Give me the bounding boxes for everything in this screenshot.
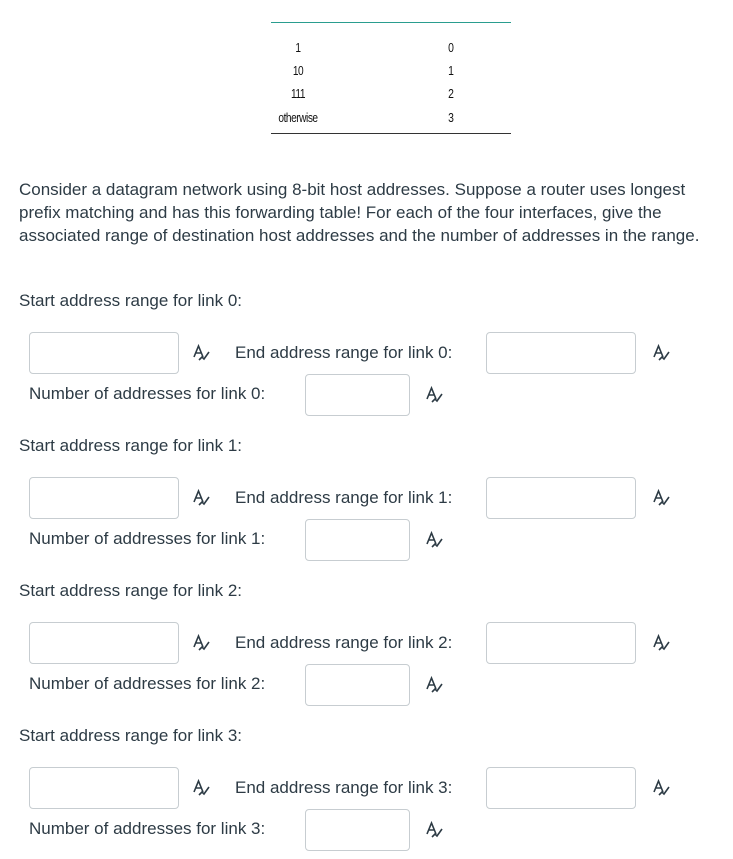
spellcheck-icon[interactable] bbox=[651, 488, 671, 508]
count-input-link-0[interactable] bbox=[305, 374, 410, 416]
prefix-cell: otherwise bbox=[278, 110, 318, 125]
start-input-link-0[interactable] bbox=[29, 332, 179, 374]
start-input-link-3[interactable] bbox=[29, 767, 179, 809]
interface-cell: 1 bbox=[448, 63, 454, 78]
spellcheck-icon[interactable] bbox=[191, 633, 211, 653]
start-label-link-2: Start address range for link 2: bbox=[19, 581, 243, 600]
spellcheck-icon[interactable] bbox=[191, 343, 211, 363]
spellcheck-icon[interactable] bbox=[651, 343, 671, 363]
count-input-link-2[interactable] bbox=[305, 664, 410, 706]
start-label-link-0: Start address range for link 0: bbox=[19, 291, 243, 310]
spellcheck-icon[interactable] bbox=[651, 633, 671, 653]
count-label-link-3: Number of addresses for link 3: bbox=[29, 819, 266, 838]
end-input-link-0[interactable] bbox=[486, 332, 636, 374]
spellcheck-icon[interactable] bbox=[651, 778, 671, 798]
prefix-cell: 1 bbox=[295, 40, 301, 55]
table-row bbox=[271, 63, 511, 85]
end-label-link-1: End address range for link 1: bbox=[235, 488, 453, 507]
prefix-cell: 10 bbox=[292, 63, 304, 78]
interface-cell: 3 bbox=[448, 110, 454, 125]
spellcheck-icon[interactable] bbox=[424, 820, 444, 840]
end-input-link-1[interactable] bbox=[486, 477, 636, 519]
prefix-cell: 111 bbox=[290, 86, 306, 101]
spellcheck-icon[interactable] bbox=[424, 385, 444, 405]
count-label-link-1: Number of addresses for link 1: bbox=[29, 529, 266, 548]
forwarding-table bbox=[271, 22, 511, 134]
count-input-link-1[interactable] bbox=[305, 519, 410, 561]
count-label-link-2: Number of addresses for link 2: bbox=[29, 674, 266, 693]
start-label-link-3: Start address range for link 3: bbox=[19, 726, 243, 745]
table-row bbox=[271, 40, 511, 62]
count-input-link-3[interactable] bbox=[305, 809, 410, 851]
end-input-link-3[interactable] bbox=[486, 767, 636, 809]
spellcheck-icon[interactable] bbox=[191, 488, 211, 508]
end-label-link-2: End address range for link 2: bbox=[235, 633, 453, 652]
end-input-link-2[interactable] bbox=[486, 622, 636, 664]
interface-cell: 0 bbox=[448, 40, 454, 55]
count-label-link-0: Number of addresses for link 0: bbox=[29, 384, 266, 403]
spellcheck-icon[interactable] bbox=[191, 778, 211, 798]
end-label-link-3: End address range for link 3: bbox=[235, 778, 453, 797]
table-row bbox=[271, 110, 511, 132]
table-row bbox=[271, 86, 511, 108]
start-input-link-1[interactable] bbox=[29, 477, 179, 519]
start-label-link-1: Start address range for link 1: bbox=[19, 436, 243, 455]
question-text: Consider a datagram network using 8-bit host addresses. Suppose a router uses longest prefix matching and has this forwarding table! For each of the four interfaces, give the associated range of destination host addresses and the number of addresses in the range. bbox=[19, 180, 700, 245]
spellcheck-icon[interactable] bbox=[424, 675, 444, 695]
interface-cell: 2 bbox=[448, 86, 454, 101]
spellcheck-icon[interactable] bbox=[424, 530, 444, 550]
start-input-link-2[interactable] bbox=[29, 622, 179, 664]
end-label-link-0: End address range for link 0: bbox=[235, 343, 453, 362]
